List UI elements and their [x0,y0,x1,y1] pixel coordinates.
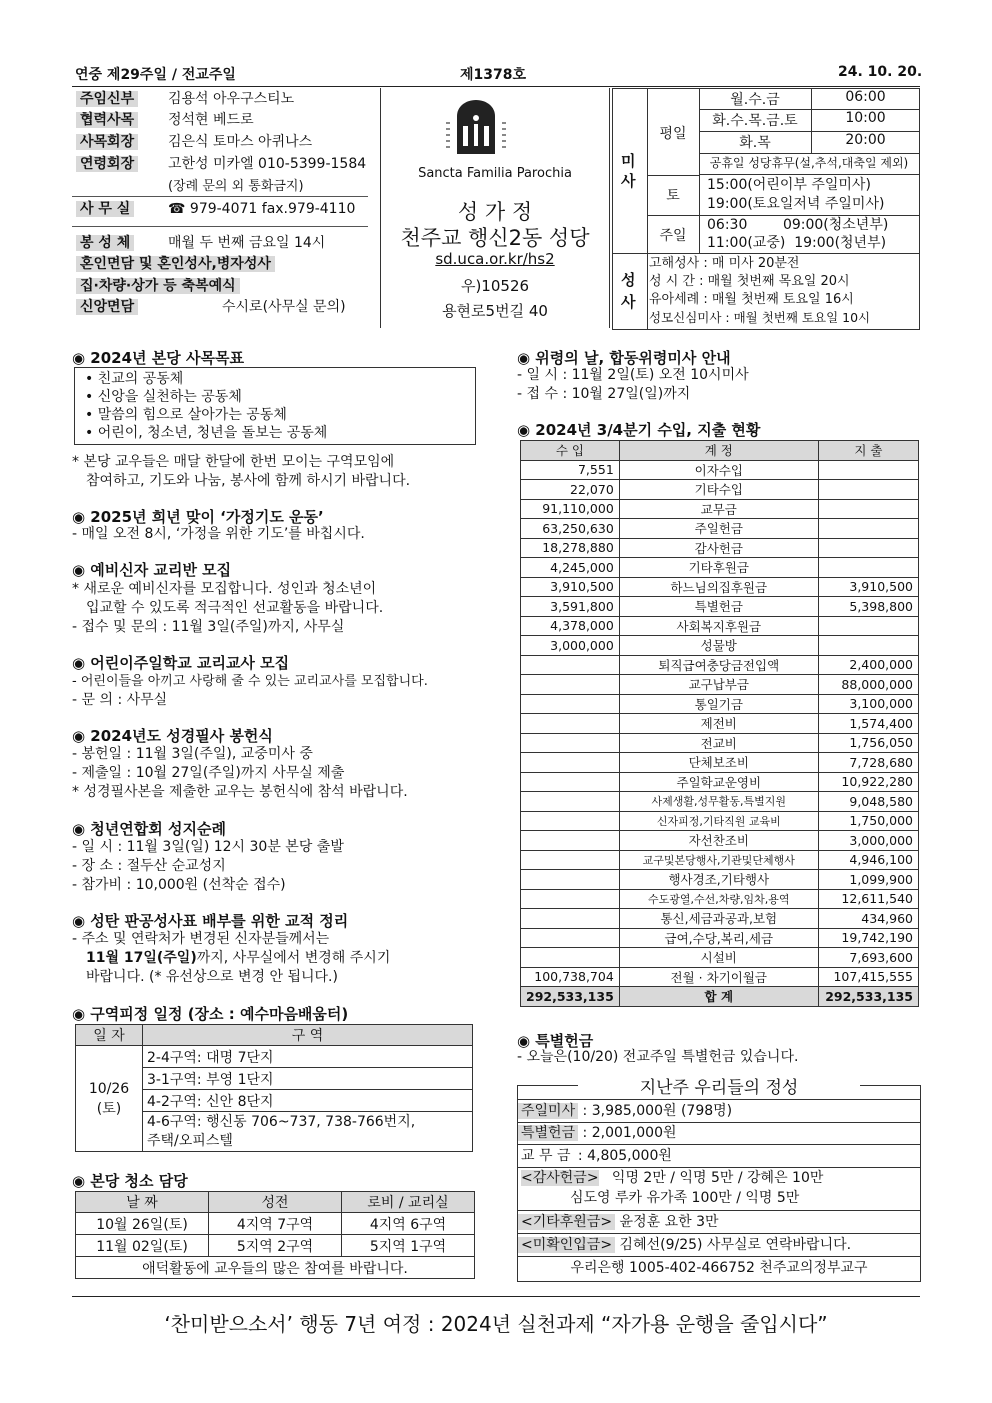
catechumen-title: ◉ 예비신자 교리반 모집 [72,561,232,579]
finance-expense [818,636,918,656]
district-row: 3-1구역: 부영 1단지 [143,1068,473,1090]
goals-note: 참여하고, 기도와 나눔, 봉사에 함께 하시기 바랍니다. [86,473,411,489]
finance-account: 하느님의집후원금 [619,577,818,597]
catechumen-line: 입교할 수 있도록 적극적인 선교활동을 바랍니다. [86,600,384,616]
finance-expense: 7,728,680 [818,753,918,773]
special-title: ◉ 특별헌금 [517,1032,594,1050]
finance-account: 단체보조비 [619,753,818,773]
parish-url[interactable]: sd.uca.or.kr/hs2 [435,250,555,268]
district-day: (토) [96,1100,122,1117]
district-table [75,1024,473,1152]
finance-income: 4,245,000 [521,558,620,578]
phone-icon: ☎ [168,201,186,217]
finance-expense: 4,946,100 [818,850,918,870]
other-offering: 윤정훈 요한 3만 [619,1214,719,1230]
finance-row [521,538,919,558]
weekday-label: 평일 [659,126,687,142]
parish-name: 성 가 정 [457,200,533,224]
saturday-label: 토 [666,188,680,204]
unknown-deposit: 김혜선(9/25) 사무실로 연락바랍니다. [619,1237,852,1253]
christmas-line: 바랍니다. (* 유선상으로 변경 안 됩니다.) [86,969,338,985]
finance-account: 자선찬조비 [619,831,818,851]
finance-income [521,889,620,909]
memorial-title: ◉ 위령의 날, 합동위령미사 안내 [517,349,731,367]
district-row: 4-2구역: 신안 8단지 [143,1090,473,1112]
goals-note: * 본당 교우들은 매달 한달에 한번 모이는 구역모임에 [72,454,395,470]
finance-row [521,558,919,578]
saturday-mass: 19:00(토요일저녁 주일미사) [707,196,885,212]
finance-income [521,675,620,695]
finance-row [521,499,919,519]
goal-item: • 말씀의 힘으로 살아가는 공동체 [85,407,287,423]
youth-line: - 장 소 : 절두산 순교성지 [72,858,226,874]
cleaning-lobby: 5지역 1구역 [342,1235,475,1257]
weekday-time: 06:00 [812,89,919,110]
finance-row [521,675,919,695]
parish-zip: 우)10526 [460,277,530,295]
finance-income: 3,910,500 [521,577,620,597]
bible-title: ◉ 2024년도 성경필사 봉헌식 [72,727,273,745]
finance-income: 18,278,880 [521,538,620,558]
weekday-time: 20:00 [812,132,919,154]
weekday-day: 화.수.목.금.토 [699,110,812,132]
issue-number: 제1378호 [460,67,527,83]
finance-expense: 1,756,050 [818,733,918,753]
finance-expense: 434,960 [818,909,918,929]
parish-church: 천주교 행신2동 성당 [400,226,590,250]
cleaning-lobby: 4지역 6구역 [342,1213,475,1235]
saturday-mass: 15:00(어린이부 주일미사) [707,177,871,193]
sunday-mass: 06:30 09:00(청소년부) [707,217,889,233]
offering-box [517,1078,921,1282]
finance-income [521,655,620,675]
staff-label: 연령회장 [76,156,138,172]
finance-row [521,870,919,890]
finance-account: 행사경조,기타행사 [619,870,818,890]
parish-address: 용현로5번길 40 [442,302,548,320]
finance-income: 3,000,000 [521,636,620,656]
finance-income [521,811,620,831]
finance-account: 수도광열,수선,차량,임차,용역 [619,889,818,909]
parish-panel [380,88,610,328]
finance-account: 전월 · 차기이월금 [619,967,818,987]
district-title: ◉ 구역피정 일정 (장소 : 예수마음배움터) [72,1005,349,1023]
finance-account: 통일기금 [619,694,818,714]
prayer-title: ◉ 2025년 희년 맞이 ‘가정기도 운동’ [72,508,324,526]
district-date: 10/26 [88,1080,130,1097]
finance-expense: 107,415,555 [818,967,918,987]
finance-header-income: 수 입 [521,441,620,461]
finance-account: 사제생활,성무활동,특별지원 [619,792,818,812]
bank-account: 우리은행 1005-402-466752 천주교의정부교구 [570,1260,868,1276]
finance-row [521,460,919,480]
christmas-line: 까지, 사무실에서 변경해 주시기 [196,950,391,966]
office-phone: 979-4071 fax.979-4110 [189,201,356,217]
finance-income [521,772,620,792]
finance-expense: 2,400,000 [818,655,918,675]
staff-label: 주임신부 [76,91,138,107]
finance-row [521,928,919,948]
finance-income: 100,738,704 [521,967,620,987]
district-row: 2-4구역: 대명 7단지 [143,1046,473,1068]
finance-income [521,733,620,753]
staff-value: 정석현 베드로 [168,112,254,128]
finance-expense: 88,000,000 [818,675,918,695]
catechumen-line: - 접수 및 문의 : 11월 3일(주일)까지, 사무실 [72,619,345,635]
goals-title: ◉ 2024년 본당 사목목표 [72,349,244,367]
finance-expense: 10,922,280 [818,772,918,792]
finance-income [521,850,620,870]
finance-row [521,714,919,734]
finance-income [521,831,620,851]
bible-line: * 성경필사본을 제출한 교우는 봉헌식에 참석 바랍니다. [72,784,408,800]
dues-offering: : 4,805,000원 [573,1148,672,1164]
staff-value: 고한성 미카엘 010-5399-1584 [168,156,367,172]
service-value: 매월 두 번째 금요일 14시 [168,235,326,251]
finance-row [521,831,919,851]
youth-line: - 참가비 : 10,000원 (선착순 접수) [72,877,286,893]
finance-row [521,733,919,753]
finance-row [521,480,919,500]
special-offering: : 2,001,000원 [578,1125,677,1141]
thanks-line: 익명 2만 / 익명 5만 / 강혜은 10만 [611,1170,824,1186]
finance-account: 통신,세금과공과,보험 [619,909,818,929]
district-header-area: 구 역 [143,1025,473,1046]
cleaning-title: ◉ 본당 청소 담당 [72,1172,188,1190]
holiday-note: 공휴일 성당휴무(설,추석,대축일 제외) [699,154,919,175]
finance-expense [818,480,918,500]
teacher-line: - 어린이들을 아끼고 사랑해 줄 수 있는 교리교사를 모집합니다. [72,674,428,689]
parish-logo-icon [443,98,509,156]
sunday-offering: : 3,985,000원 (798명) [578,1103,733,1119]
finance-total-label: 합 계 [619,987,818,1007]
finance-account: 교구납부금 [619,675,818,695]
finance-income [521,753,620,773]
header-rule [72,86,920,87]
youth-line: - 일 시 : 11월 3일(일) 12시 30분 본당 출발 [72,839,344,855]
header-date: 24. 10. 20. [838,64,923,80]
sunday-offering-label: 주일미사 [518,1103,578,1119]
service-label: 봉 성 체 [76,235,134,251]
staff-panel [72,88,372,328]
finance-income: 7,551 [521,460,620,480]
staff-label: 협력사목 [76,112,138,128]
finance-income [521,948,620,968]
cleaning-table [75,1191,475,1279]
mass-title-cell [613,89,648,253]
cleaning-footer: 애덕활동에 교우들의 많은 참여를 바랍니다. [76,1257,475,1279]
finance-expense [818,499,918,519]
finance-expense: 3,000,000 [818,831,918,851]
sacrament-item: 성 시 간 : 매월 첫번째 목요일 20시 [649,274,850,289]
service-label: 혼인면담 및 혼인성사,병자성사 [76,256,275,272]
catechumen-line: * 새로운 예비신자를 모집합니다. 성인과 청소년이 [72,581,377,597]
service-label: 집·차량·상가 등 축복예식 [76,278,240,294]
finance-account: 성물방 [619,636,818,656]
district-row: 주택/오피스텔 [147,1132,233,1149]
finance-expense [818,558,918,578]
staff-value: 김용석 아우구스티노 [168,91,295,107]
finance-income [521,714,620,734]
finance-row [521,772,919,792]
finance-expense: 3,100,000 [818,694,918,714]
cleaning-date: 11월 02일(토) [76,1235,209,1257]
youth-title: ◉ 청년연합회 성지순례 [72,820,226,838]
district-row: 4-6구역: 행신동 706~737, 738-766번지, [147,1113,416,1130]
finance-expense [818,519,918,539]
finance-expense: 1,574,400 [818,714,918,734]
finance-row [521,597,919,617]
finance-income: 91,110,000 [521,499,620,519]
finance-total-expense: 292,533,135 [818,987,918,1007]
staff-value: 김은식 토마스 아퀴나스 [168,134,313,150]
goal-item: • 친교의 공동체 [85,371,184,387]
finance-expense: 12,611,540 [818,889,918,909]
unknown-label: <미확인입금> [518,1237,615,1253]
finance-income [521,928,620,948]
footer-rule [72,1296,920,1297]
finance-income: 3,591,800 [521,597,620,617]
mass-title: 미사 [621,152,636,190]
cleaning-sanctuary: 4지역 7구역 [209,1213,342,1235]
finance-account: 시설비 [619,948,818,968]
finance-account: 교구및본당행사,기관및단체행사 [619,850,818,870]
finance-account: 주일헌금 [619,519,818,539]
goals-box [74,367,476,445]
parish-latin: Sancta Familia Parochia [418,166,572,181]
sacrament-item: 성모신심미사 : 매월 첫번째 토요일 10시 [649,310,871,325]
finance-row [521,811,919,831]
finance-row [521,967,919,987]
finance-expense: 19,742,190 [818,928,918,948]
office-label: 사 무 실 [76,201,134,217]
thanks-label: <감사헌금> [521,1170,599,1186]
finance-income: 63,250,630 [521,519,620,539]
sacrament-item: 유아세례 : 매월 첫번째 토요일 16시 [649,292,854,307]
finance-row [521,909,919,929]
finance-header-account: 계 정 [619,441,818,461]
finance-expense: 3,910,500 [818,577,918,597]
weekday-day: 월.수.금 [699,89,812,110]
finance-expense: 9,048,580 [818,792,918,812]
footer-slogan: ‘찬미받으소서’ 행동 7년 여정 : 2024년 실천과제 “자가용 운행을 줄입시다” [164,1312,828,1336]
finance-expense [818,460,918,480]
finance-account: 이자수입 [619,460,818,480]
mass-schedule [612,88,920,330]
special-offering-label: 특별헌금 [518,1125,578,1141]
christmas-title: ◉ 성탄 판공성사표 배부를 위한 교적 정리 [72,912,349,930]
christmas-date: 11월 17일(주일) [86,950,197,966]
finance-expense [818,538,918,558]
finance-title: ◉ 2024년 3/4분기 수입, 지출 현황 [517,421,761,439]
district-header-date: 일 자 [76,1025,143,1046]
finance-expense: 1,750,000 [818,811,918,831]
finance-row [521,948,919,968]
bible-line: - 제출일 : 10월 27일(주일)까지 사무실 제출 [72,765,345,781]
finance-row [521,577,919,597]
goal-item: • 신앙을 실천하는 공동체 [85,389,242,405]
prayer-line: - 매일 오전 8시, ‘가정을 위한 기도’를 바칩시다. [72,526,365,542]
memorial-line: - 접 수 : 10월 27일(일)까지 [517,386,691,402]
finance-account: 전교비 [619,733,818,753]
finance-total-row [521,987,919,1007]
weekday-day: 화.목 [699,132,812,154]
finance-income [521,909,620,929]
cleaning-sanctuary: 5지역 2구역 [209,1235,342,1257]
finance-total-income: 292,533,135 [521,987,620,1007]
cleaning-date: 10월 26일(토) [76,1213,209,1235]
service-value: 수시로(사무실 문의) [222,299,346,315]
finance-header-expense: 지 출 [818,441,918,461]
finance-account: 특별헌금 [619,597,818,617]
finance-account: 감사헌금 [619,538,818,558]
finance-row [521,655,919,675]
finance-row [521,519,919,539]
cleaning-header: 로비 / 교리실 [342,1192,475,1213]
finance-row [521,694,919,714]
teacher-title: ◉ 어린이주일학교 교리교사 모집 [72,654,290,672]
finance-income [521,694,620,714]
finance-account: 신자피정,기타직원 교육비 [619,811,818,831]
sunday-label: 주일 [659,228,687,244]
offering-title: 지난주 우리들의 정성 [639,1078,799,1098]
finance-income: 4,378,000 [521,616,620,636]
cleaning-header: 날 짜 [76,1192,209,1213]
finance-income: 22,070 [521,480,620,500]
thanks-line: 심도영 루카 유가족 100만 / 익명 5만 [570,1190,800,1206]
funeral-note: (장례 문의 외 통화금지) [168,179,304,194]
finance-income [521,792,620,812]
finance-row [521,753,919,773]
finance-expense [818,616,918,636]
service-label: 신앙면담 [76,299,138,315]
memorial-line: - 일 시 : 11월 2일(토) 오전 10시미사 [517,367,749,383]
dues-label: 교 무 금 [521,1148,571,1164]
finance-account: 제전비 [619,714,818,734]
finance-account: 기타수입 [619,480,818,500]
staff-label: 사목회장 [76,134,138,150]
teacher-line: - 문 의 : 사무실 [72,692,168,708]
sacrament-item: 고해성사 : 매 미사 20분전 [649,256,800,271]
finance-row [521,616,919,636]
finance-account: 퇴직급여충당금전입액 [619,655,818,675]
finance-expense: 1,099,900 [818,870,918,890]
cleaning-header: 성전 [209,1192,342,1213]
sunday-mass: 11:00(교중) 19:00(청년부) [707,235,887,251]
finance-account: 급여,수당,복리,세금 [619,928,818,948]
weekday-time: 10:00 [812,110,919,132]
bible-line: - 봉헌일 : 11월 3일(주일), 교중미사 중 [72,746,313,762]
christmas-line: - 주소 및 연락처가 변경된 신자분들께서는 [72,931,330,947]
finance-table [520,440,919,1007]
finance-expense: 7,693,600 [818,948,918,968]
finance-account: 교무금 [619,499,818,519]
finance-income [521,870,620,890]
header-left: 연중 제29주일 / 전교주일 [75,67,236,83]
finance-row [521,850,919,870]
goal-item: • 어린이, 청소년, 청년을 돌보는 공동체 [85,425,328,441]
finance-account: 사회복지후원금 [619,616,818,636]
finance-row [521,792,919,812]
finance-expense: 5,398,800 [818,597,918,617]
finance-row [521,636,919,656]
finance-account: 기타후원금 [619,558,818,578]
sacrament-title: 성사 [621,271,636,311]
finance-account: 주일학교운영비 [619,772,818,792]
special-line: - 오늘은(10/20) 전교주일 특별헌금 있습니다. [517,1049,799,1065]
finance-row [521,889,919,909]
other-label: <기타후원금> [518,1214,615,1230]
